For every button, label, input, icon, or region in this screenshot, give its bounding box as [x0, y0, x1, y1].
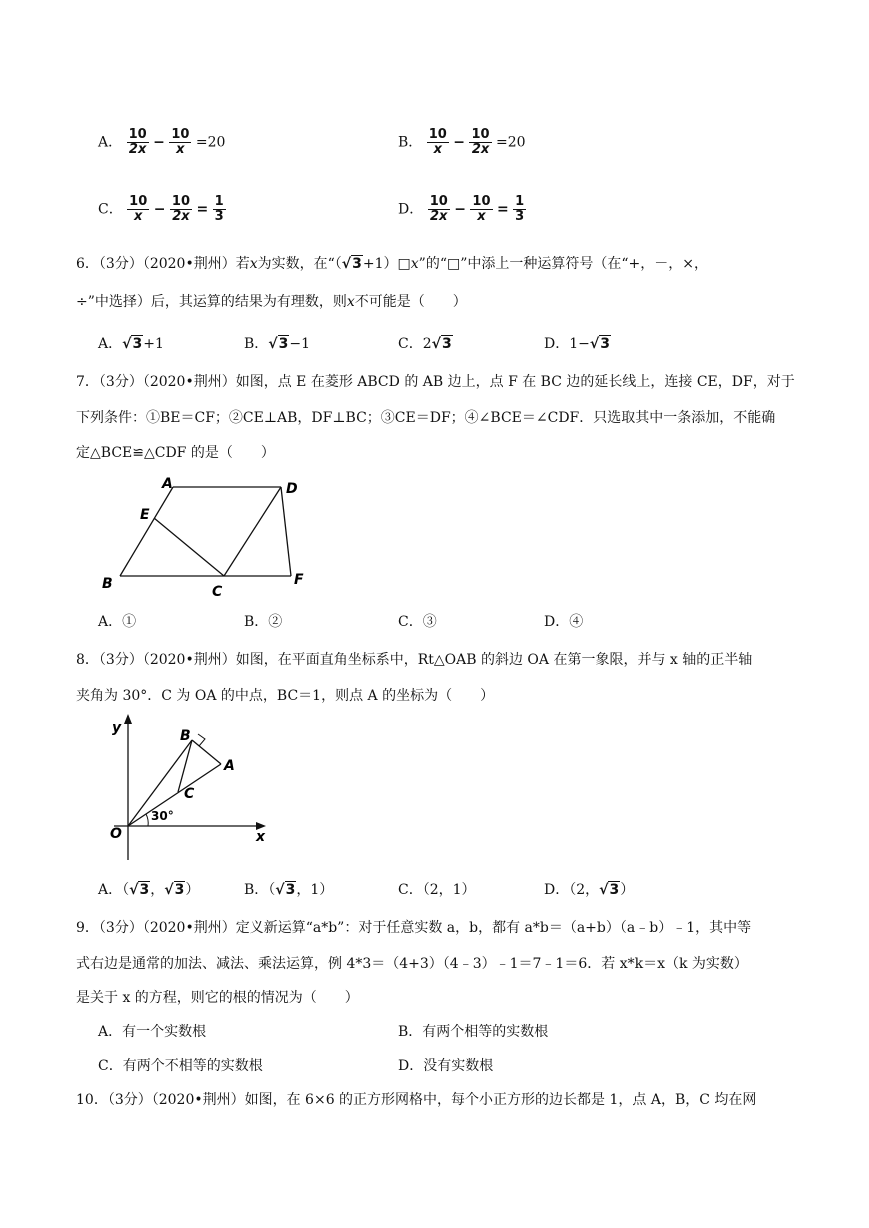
q9-option-a: A．有一个实数根 — [98, 1024, 207, 1040]
q7-option-b: B．② — [244, 614, 283, 630]
fraction: $\frac{10}{2x}$ — [471, 127, 490, 157]
q7-option-a: A．① — [98, 614, 137, 630]
q9-stem-line2: 式右边是通常的加法、减法、乘法运算，例 4*3＝（4+3）（4﹣3）﹣1＝7﹣1＝6．若 x*k＝x（k 为实数） — [76, 956, 748, 972]
q6-option-b: B．√3−1 — [244, 336, 311, 352]
label-c: C — [184, 786, 195, 802]
fraction: $\frac{10}{x}$ — [428, 127, 447, 157]
fraction: $\frac{10}{x}$ — [171, 127, 190, 157]
q6-option-d: D．1−√3 — [544, 336, 610, 352]
label-b: B — [102, 576, 113, 592]
label-d: D — [286, 481, 298, 497]
fraction: $\frac{1}{3}$ — [515, 194, 525, 224]
fraction: $\frac{10}{2x}$ — [171, 194, 190, 224]
q9-option-c: C．有两个不相等的实数根 — [98, 1058, 263, 1074]
label-e: E — [140, 507, 150, 523]
fraction: $\frac{10}{x}$ — [129, 194, 148, 224]
q9-stem-line3: 是关于 x 的方程，则它的根的情况为（ ） — [76, 990, 359, 1006]
q9-option-b: B．有两个相等的实数根 — [398, 1024, 549, 1040]
q5-option-b: B． $\frac{10}{x}$ − $\frac{10}{2x}$ =20 — [398, 127, 526, 157]
label-o: O — [110, 826, 122, 842]
label-a: A — [224, 758, 235, 774]
q5-option-c: C． $\frac{10}{x}$ − $\frac{10}{2x}$ = $\frac{1}{3}$ — [98, 194, 224, 224]
fraction: $\frac{10}{2x}$ — [128, 127, 147, 157]
q6-option-c: C．2√3 — [398, 336, 452, 352]
label-30-degrees: 30° — [151, 809, 174, 823]
q8-option-c: C．（2，1） — [398, 882, 476, 898]
q5-option-a: A． $\frac{10}{2x}$ − $\frac{10}{x}$ =20 — [98, 127, 226, 157]
q8-stem-line1: 8．（3分）（2020•荆州）如图，在平面直角坐标系中，Rt△OAB 的斜边 OA 在第一象限，并与 x 轴的正半轴 — [76, 652, 753, 668]
q8-option-d: D．（2，√3） — [544, 882, 635, 898]
label-y: y — [112, 720, 122, 736]
q6-stem-line2: ÷”中选择）后，其运算的结果为有理数，则x不可能是（ ） — [76, 294, 467, 310]
q8-stem-line2: 夹角为 30°．C 为 OA 的中点，BC＝1，则点 A 的坐标为（ ） — [76, 688, 495, 704]
q10-stem-line1: 10．（3分）（2020•荆州）如图，在 6×6 的正方形网格中，每个小正方形的边长都是 1，点 A，B，C 均在网 — [76, 1092, 757, 1108]
q7-stem-line1: 7．（3分）（2020•荆州）如图，点 E 在菱形 ABCD 的 AB 边上，点 F 在 BC 边的延长线上，连接 CE，DF，对于 — [76, 374, 795, 390]
q8-coordinate-figure — [100, 712, 280, 864]
fraction: $\frac{10}{x}$ — [472, 194, 491, 224]
q7-option-c: C．③ — [398, 614, 437, 630]
fraction: $\frac{10}{2x}$ — [429, 194, 448, 224]
label-c: C — [212, 584, 223, 600]
q7-option-d: D．④ — [544, 614, 584, 630]
q7-stem-line3: 定△BCE≌△CDF 的是（ ） — [76, 445, 275, 461]
q8-option-a: A．（√3，√3） — [98, 882, 200, 898]
fraction: $\frac{1}{3}$ — [214, 194, 224, 224]
label-x: x — [256, 829, 266, 845]
label-b: B — [180, 728, 191, 744]
q6-stem-line1: 6．（3分）（2020•荆州）若x为实数，在“（√3+1）□x”的“□”中添上一种运算符号（在“+，－，×， — [76, 256, 708, 272]
q5-option-d: D． $\frac{10}{2x}$ − $\frac{10}{x}$ = $\frac{1}{3}$ — [398, 194, 525, 224]
label-a: A — [162, 476, 173, 492]
q9-option-d: D．没有实数根 — [398, 1058, 494, 1074]
q9-stem-line1: 9．（3分）（2020•荆州）定义新运算“a*b”：对于任意实数 a，b，都有 a*b＝（a+b）（a﹣b）﹣1，其中等 — [76, 920, 752, 936]
q8-option-b: B．（√3，1） — [244, 882, 334, 898]
q7-rhombus-figure — [96, 472, 316, 600]
q7-stem-line2: 下列条件：①BE＝CF；②CE⊥AB，DF⊥BC；③CE＝DF；④∠BCE＝∠CDF．只选取其中一条添加，不能确 — [76, 410, 776, 426]
q6-option-a: A．√3+1 — [98, 336, 164, 352]
label-f: F — [294, 572, 304, 588]
